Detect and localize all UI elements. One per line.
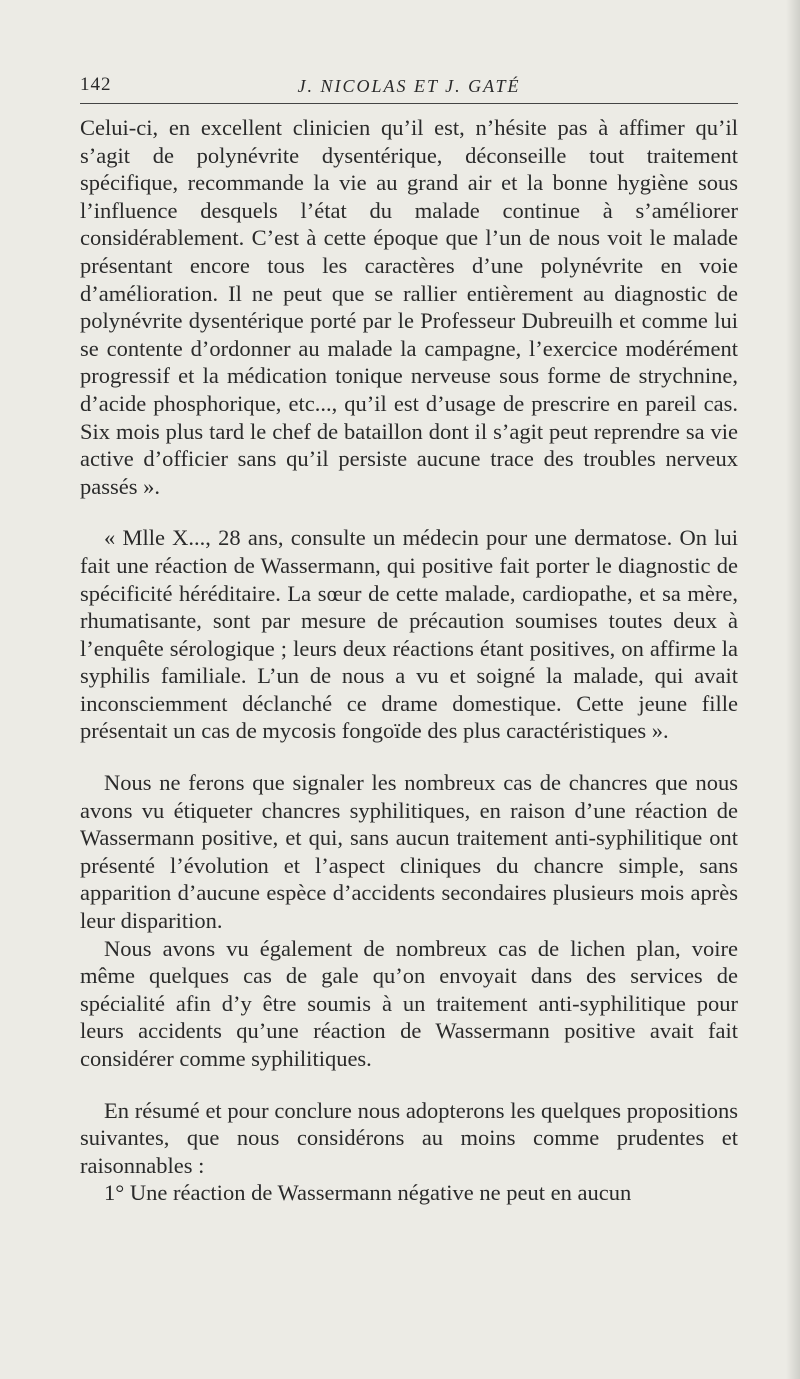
body-text — [80, 114, 738, 1207]
header-rule — [80, 103, 738, 104]
page-number: 142 — [80, 74, 112, 95]
paragraph-proposition-1: 1° Une réaction de Wassermann négative ne peut en aucun — [104, 1180, 632, 1206]
paragraph-continuation: Celui-ci, en excellent clinicien qu’il est, n’hésite pas à affimer qu’il s’agit de polynévrite dysentérique, déconseille tout traitement spécifique, recommande la vie au grand air et la bonne hygiène sous l’influence desquels l’état du malade continue à s’améliorer considérablement. C’est à cette époque que l’un de nous voit le malade présentant encore tous les caractères d’une polynévrite en voie d’amélioration. Il ne peut que se rallier entièrement au diagnostic de polynévrite dysentérique porté par le Professeur Dubreuilh et comme lui se contente d’ordonner au malade la campagne, l’exercice modérément progressif et la médication tonique nerveuse sous forme de strychnine, d’acide phosphorique, etc..., qu’il est d’usage de prescrire en pareil cas. Six mois plus tard le chef de bataillon dont il s’agit peut reprendre sa vie active d’officier sans qu’il persiste aucune trace des troubles nerveux passés ». — [80, 115, 738, 499]
paragraph-chancres: Nous ne ferons que signaler les nombreux cas de chancres que nous avons vu étiqueter chancres syphilitiques, en raison d’une réaction de Wassermann positive, et qui, sans aucun traitement anti-syphilitique ont présenté l’évolution et l’aspect cliniques du chancre simple, sans apparition d’aucune espèce d’accidents secondaires plusieurs mois après leur disparition. — [80, 770, 738, 934]
page-edge-shadow — [786, 0, 800, 1379]
paragraph-conclusion: En résumé et pour conclure nous adopterons les quelques propositions suivantes, que nous considérons au moins comme prudentes et raisonnables : — [80, 1097, 738, 1178]
running-title: J. NICOLAS ET J. GATÉ — [297, 76, 521, 96]
paragraph-lichen: Nous avons vu également de nombreux cas de lichen plan, voire même quelques cas de gale qu’on envoyait dans des services de spécialité afin d’y être soumis à un traitement anti-syphilitique pour leurs accidents qu’une réaction de Wassermann positive avait fait considérer comme syphilitiques. — [80, 935, 738, 1071]
paragraph-quote-case: « Mlle X..., 28 ans, consulte un médecin pour une dermatose. On lui fait une réaction de Wassermann, qui positive fait porter le diagnostic de spécificité héréditaire. La sœur de cette malade, cardiopathe, et sa mère, rhumatisante, sont par mesure de précaution soumises toutes deux à l’enquête sérologique ; leurs deux réactions étant positives, on affirme la syphilis familiale. L’un de nous a vu et soigné la malade, qui avait inconsciemment déclanché ce drame domestique. Cette jeune fille présentait un cas de mycosis fongoïde des plus caractéristiques ». — [80, 525, 738, 744]
page-header — [80, 70, 738, 104]
